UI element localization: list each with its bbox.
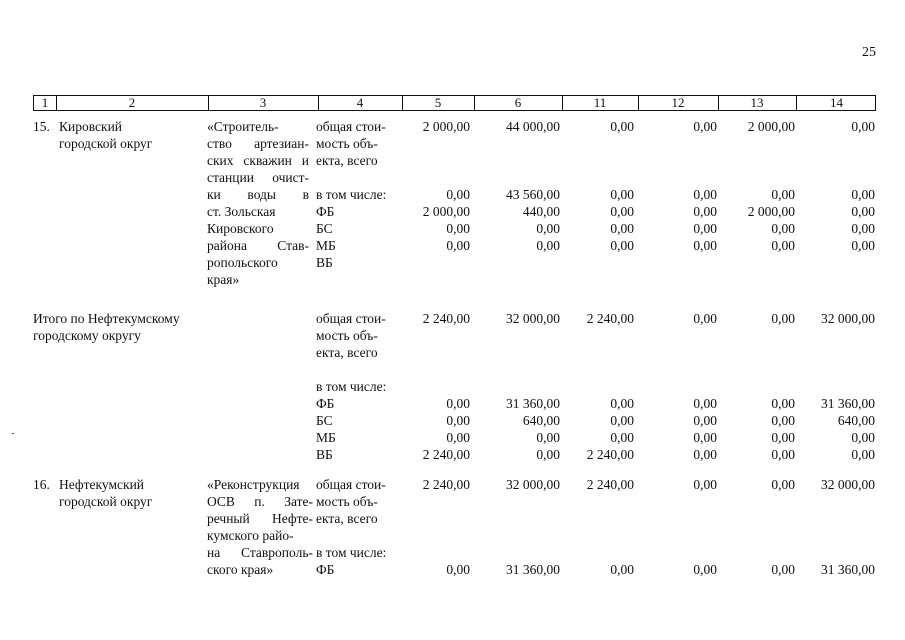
column-header-4: 4 (356, 95, 364, 110)
object-description-line: ки воды в (207, 187, 309, 202)
value-col-5: 0,00 (446, 430, 470, 445)
value-col-12: 0,00 (693, 221, 717, 236)
value-col-6: 44 000,00 (506, 119, 560, 134)
value-col-12: 0,00 (693, 562, 717, 577)
column-header-5: 5 (434, 95, 442, 110)
object-description-line: на Ставрополь- (207, 545, 313, 560)
funding-source-label: ФБ (316, 562, 335, 577)
object-description-line: «Реконструкция (207, 477, 300, 492)
value-col-5: 0,00 (446, 187, 470, 202)
column-header-1: 1 (41, 95, 49, 110)
municipality-name (59, 476, 199, 510)
value-col-13: 2 000,00 (747, 204, 795, 219)
funding-source-label: ВБ (316, 447, 333, 462)
value-col-12: 0,00 (693, 477, 717, 492)
row-number: 15. (33, 119, 50, 134)
cost-label-line: екта, всего (316, 153, 378, 168)
value-col-11: 0,00 (610, 119, 634, 134)
value-col-5: 0,00 (446, 562, 470, 577)
cost-label-line: общая стои- (316, 477, 386, 492)
funding-source-label: ВБ (316, 255, 333, 270)
cost-label-line: мость объ- (316, 136, 378, 151)
object-description-line: ропольского (207, 255, 278, 270)
object-description-line: ских скважин и (207, 153, 309, 168)
object-description-line: Кировского (207, 221, 274, 236)
value-col-5: 0,00 (446, 396, 470, 411)
value-col-11: 0,00 (610, 430, 634, 445)
value-col-6: 32 000,00 (506, 311, 560, 326)
total-name-line: городскому округу (33, 328, 141, 343)
value-col-12: 0,00 (693, 311, 717, 326)
funding-source-label: МБ (316, 430, 336, 445)
column-header-row (33, 95, 876, 111)
value-col-13: 0,00 (771, 187, 795, 202)
value-col-11: 0,00 (610, 413, 634, 428)
object-description (207, 476, 313, 578)
value-col-11: 0,00 (610, 562, 634, 577)
value-col-12: 0,00 (693, 204, 717, 219)
value-col-6: 0,00 (536, 447, 560, 462)
funding-source-label: БС (316, 413, 333, 428)
municipality-name-line: городской округ (59, 136, 153, 151)
value-col-13: 2 000,00 (747, 119, 795, 134)
value-col-6: 32 000,00 (506, 477, 560, 492)
row-number: 16. (33, 477, 50, 492)
value-col-12: 0,00 (693, 119, 717, 134)
value-col-6: 31 360,00 (506, 562, 560, 577)
value-col-11: 2 240,00 (586, 477, 634, 492)
object-description-line: речный Нефте- (207, 511, 313, 526)
scan-speck (12, 433, 14, 434)
page-number: 25 (862, 45, 876, 60)
object-description-line: ство артезиан- (207, 136, 309, 151)
cost-label-line: екта, всего (316, 511, 378, 526)
object-description-line: «Строитель- (207, 119, 279, 134)
value-col-14: 0,00 (851, 447, 875, 462)
value-col-6: 0,00 (536, 430, 560, 445)
column-header-11: 11 (593, 95, 607, 110)
cost-label-line: мость объ- (316, 494, 378, 509)
value-col-5: 0,00 (446, 221, 470, 236)
object-description-line: ского края» (207, 562, 274, 577)
value-col-14: 31 360,00 (821, 562, 875, 577)
value-col-11: 0,00 (610, 187, 634, 202)
total-name (33, 310, 208, 344)
value-col-13: 0,00 (771, 562, 795, 577)
value-col-6: 43 560,00 (506, 187, 560, 202)
total-name-line: Итого по Нефтекумскому (33, 311, 180, 326)
column-header-13: 13 (750, 95, 764, 110)
column-header-6: 6 (514, 95, 522, 110)
value-col-11: 2 240,00 (586, 447, 634, 462)
value-col-13: 0,00 (771, 447, 795, 462)
value-col-11: 2 240,00 (586, 311, 634, 326)
value-col-14: 0,00 (851, 238, 875, 253)
value-col-5: 2 000,00 (422, 119, 470, 134)
value-col-6: 31 360,00 (506, 396, 560, 411)
value-col-6: 440,00 (522, 204, 560, 219)
object-description-line: края» (207, 272, 240, 287)
value-col-5: 0,00 (446, 413, 470, 428)
value-col-14: 32 000,00 (821, 477, 875, 492)
value-col-14: 0,00 (851, 204, 875, 219)
value-col-12: 0,00 (693, 187, 717, 202)
value-col-5: 2 240,00 (422, 447, 470, 462)
value-col-6: 0,00 (536, 238, 560, 253)
value-col-12: 0,00 (693, 396, 717, 411)
value-col-11: 0,00 (610, 204, 634, 219)
column-header-12: 12 (671, 95, 685, 110)
value-col-12: 0,00 (693, 413, 717, 428)
value-col-13: 0,00 (771, 430, 795, 445)
municipality-name-line: городской округ (59, 494, 153, 509)
value-col-12: 0,00 (693, 447, 717, 462)
column-header-14: 14 (830, 95, 843, 110)
value-col-13: 0,00 (771, 221, 795, 236)
value-col-11: 0,00 (610, 238, 634, 253)
object-description (207, 118, 309, 288)
object-description-line: ст. Зольская (207, 204, 276, 219)
value-col-5: 0,00 (446, 238, 470, 253)
funding-source-label: МБ (316, 238, 336, 253)
value-col-14: 32 000,00 (821, 311, 875, 326)
municipality-name-line: Кировский (59, 119, 123, 134)
including-label: в том числе: (316, 187, 387, 202)
value-col-12: 0,00 (693, 238, 717, 253)
funding-source-label: ФБ (316, 204, 335, 219)
funding-source-label: БС (316, 221, 333, 236)
value-col-14: 0,00 (851, 221, 875, 236)
cost-label-line: общая стои- (316, 311, 386, 326)
value-col-14: 640,00 (837, 413, 875, 428)
value-col-5: 2 240,00 (422, 477, 470, 492)
including-label: в том числе: (316, 545, 387, 560)
object-description-line: ОСВ п. Зате- (207, 494, 313, 509)
column-header-2: 2 (128, 95, 136, 110)
value-col-14: 0,00 (851, 430, 875, 445)
municipality-name (59, 118, 199, 152)
object-description-line: станции очист- (207, 170, 309, 185)
value-col-13: 0,00 (771, 238, 795, 253)
value-col-12: 0,00 (693, 430, 717, 445)
object-description-line: кумского райо- (207, 528, 294, 543)
object-description-line: района Став- (207, 238, 309, 253)
value-col-5: 2 240,00 (422, 311, 470, 326)
value-col-5: 2 000,00 (422, 204, 470, 219)
funding-source-label: ФБ (316, 396, 335, 411)
cost-label-line: екта, всего (316, 345, 378, 360)
value-col-14: 31 360,00 (821, 396, 875, 411)
cost-label-line: общая стои- (316, 119, 386, 134)
value-col-11: 0,00 (610, 396, 634, 411)
value-col-13: 0,00 (771, 413, 795, 428)
value-col-11: 0,00 (610, 221, 634, 236)
value-col-13: 0,00 (771, 396, 795, 411)
value-col-13: 0,00 (771, 477, 795, 492)
municipality-name-line: Нефтекумский (59, 477, 145, 492)
column-header-3: 3 (259, 95, 267, 110)
including-label: в том числе: (316, 379, 387, 394)
value-col-14: 0,00 (851, 119, 875, 134)
value-col-14: 0,00 (851, 187, 875, 202)
cost-label-line: мость объ- (316, 328, 378, 343)
value-col-13: 0,00 (771, 311, 795, 326)
value-col-6: 640,00 (522, 413, 560, 428)
value-col-6: 0,00 (536, 221, 560, 236)
